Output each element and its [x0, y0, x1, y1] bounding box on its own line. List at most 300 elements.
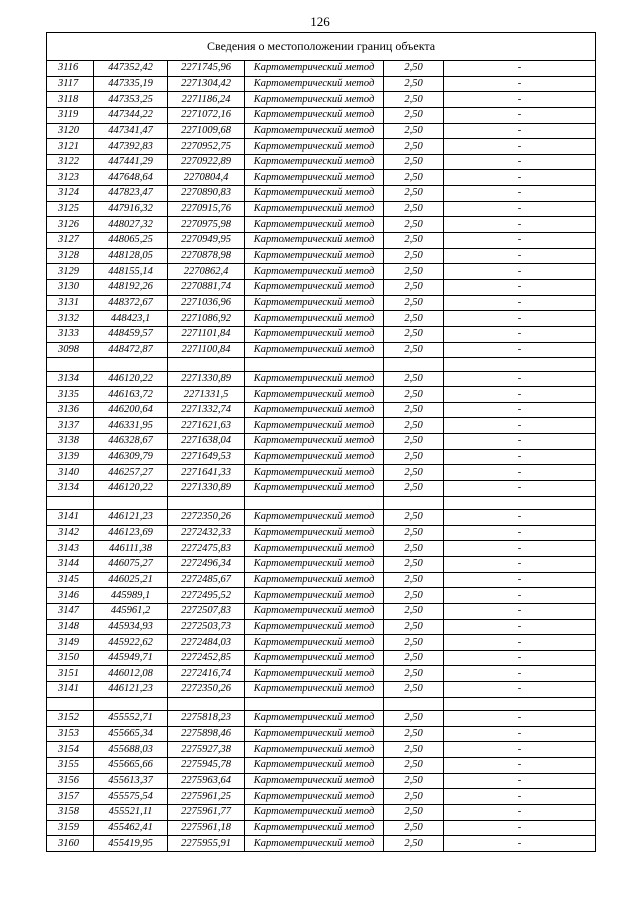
table-row	[47, 726, 596, 742]
method-cell: Картометрический метод	[245, 836, 384, 852]
point-number-cell: 3138	[47, 434, 94, 450]
table-row	[47, 666, 596, 682]
note-cell: -	[444, 588, 596, 604]
coord-y-cell: 2270862,4	[168, 264, 245, 280]
note-cell: -	[444, 619, 596, 635]
accuracy-cell: 2,50	[384, 170, 444, 186]
method-cell: Картометрический метод	[245, 342, 384, 358]
method-cell: Картометрический метод	[245, 248, 384, 264]
coord-x-cell: 448472,87	[94, 342, 168, 358]
page-number: 126	[310, 14, 330, 29]
accuracy-cell: 2,50	[384, 682, 444, 698]
table-row	[47, 836, 596, 852]
table-row	[47, 92, 596, 108]
coord-y-cell: 2271641,33	[168, 465, 245, 481]
table-row	[47, 402, 596, 418]
accuracy-cell: 2,50	[384, 233, 444, 249]
table-row	[47, 264, 596, 280]
table-row	[47, 820, 596, 836]
coord-y-cell: 2271330,89	[168, 371, 245, 387]
coord-x-cell: 446328,67	[94, 434, 168, 450]
coord-y-cell: 2272485,67	[168, 572, 245, 588]
table-title: Сведения о местоположении границ объекта	[47, 33, 596, 61]
method-cell: Картометрический метод	[245, 107, 384, 123]
method-cell: Картометрический метод	[245, 726, 384, 742]
empty-cell	[168, 358, 245, 371]
note-cell: -	[444, 107, 596, 123]
coord-x-cell: 447441,29	[94, 154, 168, 170]
method-cell: Картометрический метод	[245, 326, 384, 342]
accuracy-cell: 2,50	[384, 525, 444, 541]
table-row	[47, 773, 596, 789]
method-cell: Картометрический метод	[245, 711, 384, 727]
method-cell: Картометрический метод	[245, 572, 384, 588]
accuracy-cell: 2,50	[384, 619, 444, 635]
coord-y-cell: 2270952,75	[168, 139, 245, 155]
coord-x-cell: 455552,71	[94, 711, 168, 727]
accuracy-cell: 2,50	[384, 541, 444, 557]
accuracy-cell: 2,50	[384, 603, 444, 619]
method-cell: Картометрический метод	[245, 311, 384, 327]
coord-y-cell: 2271101,84	[168, 326, 245, 342]
table-row	[47, 682, 596, 698]
coord-y-cell: 2275961,25	[168, 789, 245, 805]
table-row	[47, 572, 596, 588]
accuracy-cell: 2,50	[384, 650, 444, 666]
note-cell: -	[444, 342, 596, 358]
method-cell: Картометрический метод	[245, 682, 384, 698]
coord-x-cell: 446111,38	[94, 541, 168, 557]
coord-y-cell: 2271086,92	[168, 311, 245, 327]
method-cell: Картометрический метод	[245, 557, 384, 573]
coord-y-cell: 2272350,26	[168, 682, 245, 698]
table-row	[47, 635, 596, 651]
coord-x-cell: 447341,47	[94, 123, 168, 139]
coord-y-cell: 2272503,73	[168, 619, 245, 635]
coord-x-cell: 447344,22	[94, 107, 168, 123]
coord-y-cell: 2270915,76	[168, 201, 245, 217]
coord-y-cell: 2270922,89	[168, 154, 245, 170]
note-cell: -	[444, 603, 596, 619]
coord-y-cell: 2272416,74	[168, 666, 245, 682]
coord-x-cell: 446025,21	[94, 572, 168, 588]
coord-x-cell: 446163,72	[94, 387, 168, 403]
note-cell: -	[444, 387, 596, 403]
coord-x-cell: 446120,22	[94, 371, 168, 387]
note-cell: -	[444, 711, 596, 727]
method-cell: Картометрический метод	[245, 481, 384, 497]
coord-x-cell: 445949,71	[94, 650, 168, 666]
table-row	[47, 541, 596, 557]
note-cell: -	[444, 557, 596, 573]
point-number-cell: 3124	[47, 186, 94, 202]
coord-x-cell: 445934,93	[94, 619, 168, 635]
empty-cell	[245, 496, 384, 509]
note-cell: -	[444, 510, 596, 526]
coord-x-cell: 448423,1	[94, 311, 168, 327]
note-cell: -	[444, 481, 596, 497]
note-cell: -	[444, 758, 596, 774]
accuracy-cell: 2,50	[384, 107, 444, 123]
accuracy-cell: 2,50	[384, 635, 444, 651]
accuracy-cell: 2,50	[384, 418, 444, 434]
method-cell: Картометрический метод	[245, 295, 384, 311]
note-cell: -	[444, 248, 596, 264]
coord-x-cell: 446120,22	[94, 481, 168, 497]
table-row	[47, 805, 596, 821]
coord-x-cell: 448459,57	[94, 326, 168, 342]
point-number-cell: 3145	[47, 572, 94, 588]
point-number-cell: 3130	[47, 279, 94, 295]
method-cell: Картометрический метод	[245, 525, 384, 541]
coord-y-cell: 2275955,91	[168, 836, 245, 852]
coord-y-cell: 2270975,98	[168, 217, 245, 233]
method-cell: Картометрический метод	[245, 279, 384, 295]
coord-x-cell: 447916,32	[94, 201, 168, 217]
note-cell: -	[444, 402, 596, 418]
coord-x-cell: 446309,79	[94, 449, 168, 465]
point-number-cell: 3134	[47, 371, 94, 387]
note-cell: -	[444, 139, 596, 155]
note-cell: -	[444, 61, 596, 77]
coord-y-cell: 2272495,52	[168, 588, 245, 604]
method-cell: Картометрический метод	[245, 201, 384, 217]
coord-x-cell: 448192,26	[94, 279, 168, 295]
accuracy-cell: 2,50	[384, 264, 444, 280]
method-cell: Картометрический метод	[245, 449, 384, 465]
empty-cell	[384, 496, 444, 509]
point-number-cell: 3127	[47, 233, 94, 249]
table-title-row	[47, 33, 596, 61]
empty-cell	[384, 358, 444, 371]
coord-x-cell: 445961,2	[94, 603, 168, 619]
point-number-cell: 3122	[47, 154, 94, 170]
table-row	[47, 434, 596, 450]
method-cell: Картометрический метод	[245, 805, 384, 821]
note-cell: -	[444, 525, 596, 541]
table-row	[47, 76, 596, 92]
accuracy-cell: 2,50	[384, 510, 444, 526]
accuracy-cell: 2,50	[384, 789, 444, 805]
empty-cell	[47, 358, 94, 371]
coord-x-cell: 455462,41	[94, 820, 168, 836]
table-row	[47, 619, 596, 635]
accuracy-cell: 2,50	[384, 557, 444, 573]
coord-y-cell: 2271100,84	[168, 342, 245, 358]
accuracy-cell: 2,50	[384, 588, 444, 604]
coord-x-cell: 446121,23	[94, 510, 168, 526]
method-cell: Картометрический метод	[245, 773, 384, 789]
note-cell: -	[444, 418, 596, 434]
table-row	[47, 557, 596, 573]
coord-x-cell: 446075,27	[94, 557, 168, 573]
coord-y-cell: 2272475,83	[168, 541, 245, 557]
coord-y-cell: 2275898,46	[168, 726, 245, 742]
note-cell: -	[444, 726, 596, 742]
method-cell: Картометрический метод	[245, 619, 384, 635]
note-cell: -	[444, 295, 596, 311]
coord-x-cell: 448155,14	[94, 264, 168, 280]
method-cell: Картометрический метод	[245, 635, 384, 651]
table-row	[47, 201, 596, 217]
note-cell: -	[444, 572, 596, 588]
point-number-cell: 3098	[47, 342, 94, 358]
method-cell: Картометрический метод	[245, 76, 384, 92]
point-number-cell: 3144	[47, 557, 94, 573]
table-row	[47, 295, 596, 311]
table-row	[47, 711, 596, 727]
coord-y-cell: 2271745,96	[168, 61, 245, 77]
group-separator-row	[47, 496, 596, 509]
coord-x-cell: 455665,34	[94, 726, 168, 742]
point-number-cell: 3128	[47, 248, 94, 264]
coord-x-cell: 447823,47	[94, 186, 168, 202]
point-number-cell: 3160	[47, 836, 94, 852]
coord-y-cell: 2270881,74	[168, 279, 245, 295]
method-cell: Картометрический метод	[245, 650, 384, 666]
note-cell: -	[444, 682, 596, 698]
note-cell: -	[444, 326, 596, 342]
coord-y-cell: 2275961,18	[168, 820, 245, 836]
accuracy-cell: 2,50	[384, 402, 444, 418]
accuracy-cell: 2,50	[384, 371, 444, 387]
coord-x-cell: 455613,37	[94, 773, 168, 789]
coord-y-cell: 2271649,53	[168, 449, 245, 465]
coord-y-cell: 2275945,78	[168, 758, 245, 774]
point-number-cell: 3132	[47, 311, 94, 327]
coord-y-cell: 2271331,5	[168, 387, 245, 403]
empty-cell	[168, 697, 245, 710]
coord-y-cell: 2271621,63	[168, 418, 245, 434]
note-cell: -	[444, 635, 596, 651]
point-number-cell: 3155	[47, 758, 94, 774]
coord-y-cell: 2275818,23	[168, 711, 245, 727]
point-number-cell: 3141	[47, 682, 94, 698]
point-number-cell: 3139	[47, 449, 94, 465]
coord-y-cell: 2275963,64	[168, 773, 245, 789]
point-number-cell: 3151	[47, 666, 94, 682]
coord-y-cell: 2272496,34	[168, 557, 245, 573]
empty-cell	[47, 496, 94, 509]
accuracy-cell: 2,50	[384, 387, 444, 403]
method-cell: Картометрический метод	[245, 666, 384, 682]
coord-y-cell: 2271304,42	[168, 76, 245, 92]
note-cell: -	[444, 541, 596, 557]
table-row	[47, 326, 596, 342]
accuracy-cell: 2,50	[384, 758, 444, 774]
accuracy-cell: 2,50	[384, 92, 444, 108]
coord-x-cell: 446331,95	[94, 418, 168, 434]
table-row	[47, 603, 596, 619]
note-cell: -	[444, 805, 596, 821]
note-cell: -	[444, 264, 596, 280]
point-number-cell: 3134	[47, 481, 94, 497]
accuracy-cell: 2,50	[384, 742, 444, 758]
note-cell: -	[444, 233, 596, 249]
point-number-cell: 3146	[47, 588, 94, 604]
coord-y-cell: 2275961,77	[168, 805, 245, 821]
point-number-cell: 3129	[47, 264, 94, 280]
accuracy-cell: 2,50	[384, 201, 444, 217]
accuracy-cell: 2,50	[384, 123, 444, 139]
note-cell: -	[444, 371, 596, 387]
note-cell: -	[444, 311, 596, 327]
method-cell: Картометрический метод	[245, 402, 384, 418]
coord-x-cell: 447352,42	[94, 61, 168, 77]
empty-cell	[94, 697, 168, 710]
coord-y-cell: 2272507,83	[168, 603, 245, 619]
table-row	[47, 154, 596, 170]
method-cell: Картометрический метод	[245, 465, 384, 481]
note-cell: -	[444, 773, 596, 789]
point-number-cell: 3136	[47, 402, 94, 418]
method-cell: Картометрический метод	[245, 541, 384, 557]
coord-x-cell: 448128,05	[94, 248, 168, 264]
table-row	[47, 279, 596, 295]
coord-x-cell: 455575,54	[94, 789, 168, 805]
method-cell: Картометрический метод	[245, 371, 384, 387]
empty-cell	[94, 496, 168, 509]
method-cell: Картометрический метод	[245, 186, 384, 202]
coord-x-cell: 446257,27	[94, 465, 168, 481]
point-number-cell: 3123	[47, 170, 94, 186]
empty-cell	[245, 697, 384, 710]
point-number-cell: 3152	[47, 711, 94, 727]
point-number-cell: 3150	[47, 650, 94, 666]
method-cell: Картометрический метод	[245, 742, 384, 758]
coord-y-cell: 2271638,04	[168, 434, 245, 450]
table-row	[47, 371, 596, 387]
method-cell: Картометрический метод	[245, 170, 384, 186]
coord-y-cell: 2275927,38	[168, 742, 245, 758]
group-separator-row	[47, 697, 596, 710]
table-row	[47, 525, 596, 541]
method-cell: Картометрический метод	[245, 139, 384, 155]
method-cell: Картометрический метод	[245, 123, 384, 139]
empty-cell	[47, 697, 94, 710]
coord-y-cell: 2270890,83	[168, 186, 245, 202]
point-number-cell: 3154	[47, 742, 94, 758]
method-cell: Картометрический метод	[245, 154, 384, 170]
table-row	[47, 742, 596, 758]
accuracy-cell: 2,50	[384, 820, 444, 836]
accuracy-cell: 2,50	[384, 572, 444, 588]
point-number-cell: 3131	[47, 295, 94, 311]
accuracy-cell: 2,50	[384, 342, 444, 358]
note-cell: -	[444, 186, 596, 202]
coord-x-cell: 447392,83	[94, 139, 168, 155]
point-number-cell: 3125	[47, 201, 94, 217]
coord-y-cell: 2271186,24	[168, 92, 245, 108]
coord-x-cell: 447335,19	[94, 76, 168, 92]
method-cell: Картометрический метод	[245, 92, 384, 108]
accuracy-cell: 2,50	[384, 186, 444, 202]
coord-x-cell: 445989,1	[94, 588, 168, 604]
method-cell: Картометрический метод	[245, 789, 384, 805]
coord-x-cell: 445922,62	[94, 635, 168, 651]
coord-y-cell: 2271009,68	[168, 123, 245, 139]
point-number-cell: 3118	[47, 92, 94, 108]
boundary-coordinates-table	[46, 32, 596, 852]
method-cell: Картометрический метод	[245, 820, 384, 836]
table-row	[47, 418, 596, 434]
method-cell: Картометрический метод	[245, 758, 384, 774]
coord-x-cell: 446123,69	[94, 525, 168, 541]
accuracy-cell: 2,50	[384, 434, 444, 450]
point-number-cell: 3135	[47, 387, 94, 403]
empty-cell	[168, 496, 245, 509]
note-cell: -	[444, 76, 596, 92]
point-number-cell: 3159	[47, 820, 94, 836]
table-row	[47, 465, 596, 481]
note-cell: -	[444, 449, 596, 465]
accuracy-cell: 2,50	[384, 465, 444, 481]
table-row	[47, 588, 596, 604]
empty-cell	[384, 697, 444, 710]
note-cell: -	[444, 92, 596, 108]
coord-y-cell: 2270878,98	[168, 248, 245, 264]
note-cell: -	[444, 836, 596, 852]
table-row	[47, 387, 596, 403]
point-number-cell: 3141	[47, 510, 94, 526]
coord-x-cell: 448027,32	[94, 217, 168, 233]
method-cell: Картометрический метод	[245, 603, 384, 619]
accuracy-cell: 2,50	[384, 76, 444, 92]
accuracy-cell: 2,50	[384, 481, 444, 497]
coord-y-cell: 2270949,95	[168, 233, 245, 249]
coord-x-cell: 455419,95	[94, 836, 168, 852]
coord-x-cell: 446200,64	[94, 402, 168, 418]
coord-y-cell: 2271330,89	[168, 481, 245, 497]
accuracy-cell: 2,50	[384, 326, 444, 342]
note-cell: -	[444, 217, 596, 233]
note-cell: -	[444, 789, 596, 805]
note-cell: -	[444, 820, 596, 836]
coord-y-cell: 2272432,33	[168, 525, 245, 541]
point-number-cell: 3153	[47, 726, 94, 742]
method-cell: Картометрический метод	[245, 217, 384, 233]
coord-y-cell: 2270804,4	[168, 170, 245, 186]
table-row	[47, 107, 596, 123]
point-number-cell: 3120	[47, 123, 94, 139]
note-cell: -	[444, 666, 596, 682]
accuracy-cell: 2,50	[384, 311, 444, 327]
coord-y-cell: 2271072,16	[168, 107, 245, 123]
coord-y-cell: 2271332,74	[168, 402, 245, 418]
note-cell: -	[444, 742, 596, 758]
table-row	[47, 248, 596, 264]
coord-x-cell: 455521,11	[94, 805, 168, 821]
point-number-cell: 3142	[47, 525, 94, 541]
table-row	[47, 217, 596, 233]
coord-x-cell: 446012,08	[94, 666, 168, 682]
method-cell: Картометрический метод	[245, 588, 384, 604]
method-cell: Картометрический метод	[245, 510, 384, 526]
note-cell: -	[444, 650, 596, 666]
empty-cell	[444, 697, 596, 710]
method-cell: Картометрический метод	[245, 434, 384, 450]
accuracy-cell: 2,50	[384, 666, 444, 682]
point-number-cell: 3116	[47, 61, 94, 77]
accuracy-cell: 2,50	[384, 248, 444, 264]
accuracy-cell: 2,50	[384, 449, 444, 465]
table-row	[47, 61, 596, 77]
method-cell: Картометрический метод	[245, 418, 384, 434]
point-number-cell: 3126	[47, 217, 94, 233]
point-number-cell: 3117	[47, 76, 94, 92]
note-cell: -	[444, 465, 596, 481]
coord-y-cell: 2272350,26	[168, 510, 245, 526]
